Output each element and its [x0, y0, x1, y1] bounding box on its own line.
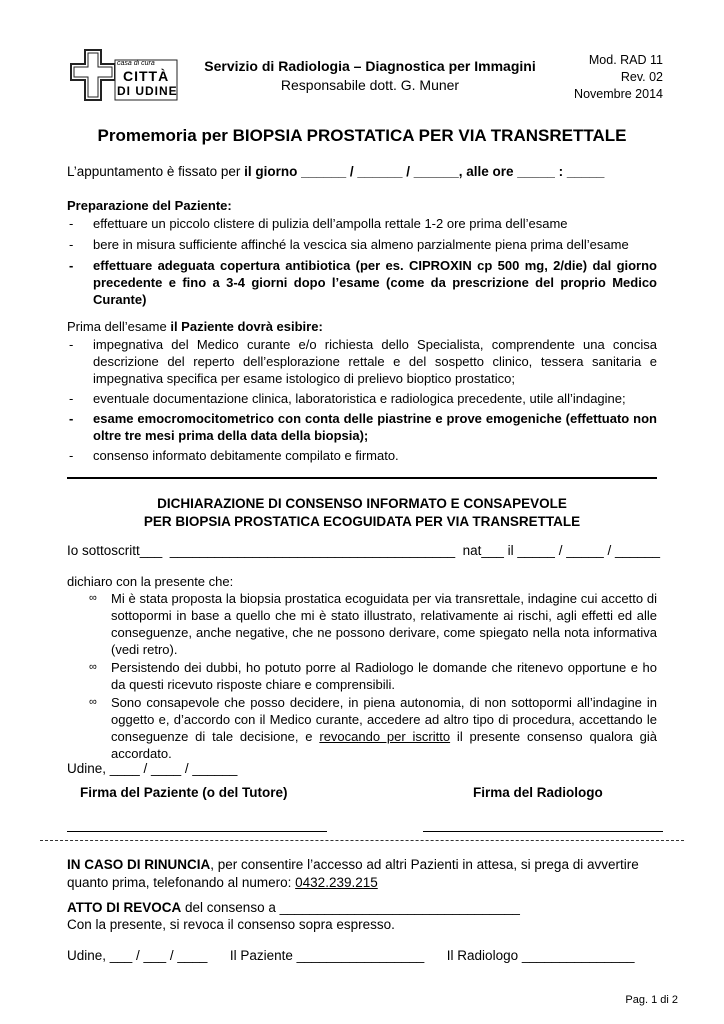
- cancellation-notice: IN CASO DI RINUNCIA, per consentire l’accesso ad altri Pazienti in attesa, si prega di avvertire quanto prima, telefonando al numero: 0432.239.215: [67, 857, 639, 890]
- logo-text-3: DI UDINE: [117, 84, 178, 98]
- appointment-prefix: L’appuntamento è fissato per: [67, 164, 245, 179]
- declaration-intro: dichiaro con la presente che:: [67, 574, 234, 589]
- list-item: ∞ Sono consapevole che posso decidere, in piena autonomia, di non sottopormi all’indagine in oggetto e, d’accordo con il Medico curante, accedere ad altro tipo di procedura, accettando le conseguenze di tale decisione, e revocando per iscritto il presente consenso qualora già accordato.: [89, 695, 657, 761]
- phone-number: 0432.239.215: [295, 875, 378, 890]
- list-item: - esame emocromocitometrico con conta delle piastrine e prove emogeniche (effettuato non oltre tre mesi prima della data della biopsia);: [69, 411, 657, 443]
- section-divider: [67, 477, 657, 479]
- revocation-text: Con la presente, si revoca il consenso sopra espresso.: [67, 917, 395, 932]
- page-title: Promemoria per BIOPSIA PROSTATICA PER VIA TRANSRETTALE: [97, 126, 627, 145]
- list-item: - consenso informato debitamente compilato e firmato.: [69, 448, 399, 463]
- revocation-line: ATTO DI REVOCA del consenso a ________________________________: [67, 900, 520, 915]
- consent-declaration: [67, 573, 657, 762]
- prep-list: [67, 215, 657, 308]
- radiologist-signature-label: Firma del Radiologo: [473, 785, 603, 800]
- list-item: - impegnativa del Medico curante e/o richiesta dello Specialista, comprendente una concisa descrizione del reperto dell’esplorazione rettale e del sospetto clinico, tessera sanitaria e impegnativa specifica per esame istologico di prelievo bioptico prostatico;: [69, 337, 657, 386]
- exhibit-heading: Prima dell’esame il Paziente dovrà esibire:: [67, 319, 323, 334]
- document-code: [574, 52, 663, 103]
- list-item: - bere in misura sufficiente affinché la vescica sia almeno parzialmente piena prima dell’esame: [69, 237, 629, 252]
- department-title: Servizio di Radiologia – Diagnostica per Immagini: [204, 58, 536, 74]
- list-item: ∞ Persistendo dei dubbi, ho potuto porre al Radiologo le domande che ritenevo opportune e ho da questi ricevuto risposte chiare e comprensibili.: [89, 660, 657, 692]
- list-item: - effettuare adeguata copertura antibiotica (per es. CIPROXIN cp 500 mg, 2/die) dal giorno precedente e fino a 3-4 giorni dopo l’esame (come da prescrizione del proprio Medico Curante): [69, 258, 657, 307]
- prep-section: [67, 197, 657, 308]
- list-item: - eventuale documentazione clinica, laboratoristica e radiologica precedente, utile all’indagine;: [69, 391, 626, 406]
- cut-line: [40, 840, 684, 841]
- appointment-fields: il giorno ______ / ______ / ______, alle ore _____ : _____: [244, 164, 605, 179]
- exhibit-section: [67, 318, 657, 464]
- clinic-logo: [67, 48, 179, 102]
- patient-signature-label: Firma del Paziente (o del Tutore): [80, 785, 288, 800]
- signer-line: Io sottoscritt___ ______________________________________ nat___ il _____ / _____ / ______: [67, 543, 661, 558]
- revision: Rev. 02: [620, 70, 663, 84]
- page-number: Pag. 1 di 2: [625, 994, 678, 1006]
- appointment-line: [67, 164, 667, 179]
- mod-number: Mod. RAD 11: [588, 53, 663, 67]
- list-item: ∞ Mi è stata proposta la biopsia prostatica ecoguidata per via transrettale, indagine cui accetto di sottopormi in base a quello che mi è stato illustrato, relativamente ai rischi, agli effetti ed alle conseguenze, anche negative, che ne possono derivare, come spiegato nella nota informativa (vedi retro).: [89, 591, 657, 657]
- declaration-list: [67, 590, 657, 762]
- radiologist-signature-line: [423, 831, 663, 832]
- patient-signature-line: [67, 831, 327, 832]
- revision-date: Novembre 2014: [574, 87, 663, 101]
- prep-heading: Preparazione del Paziente:: [67, 198, 232, 213]
- consent-title-2: PER BIOPSIA PROSTATICA ECOGUIDATA PER VIA TRANSRETTALE: [143, 514, 581, 529]
- logo-text-2: CITTÀ: [123, 68, 170, 84]
- consent-title-1: DICHIARAZIONE DI CONSENSO INFORMATO E CONSAPEVOLE: [157, 496, 567, 511]
- exhibit-list: [67, 336, 657, 464]
- department-head: Responsabile dott. G. Muner: [280, 77, 460, 93]
- list-item: - effettuare un piccolo clistere di pulizia dell’ampolla rettale 1-2 ore prima dell’esame: [69, 216, 568, 231]
- revocation-signatures: Udine, ___ / ___ / ____ Il Paziente _________________ Il Radiologo _______________: [67, 948, 635, 963]
- consent-date: Udine, ____ / ____ / ______: [67, 761, 238, 776]
- logo-text-1: casa di cura: [117, 60, 155, 67]
